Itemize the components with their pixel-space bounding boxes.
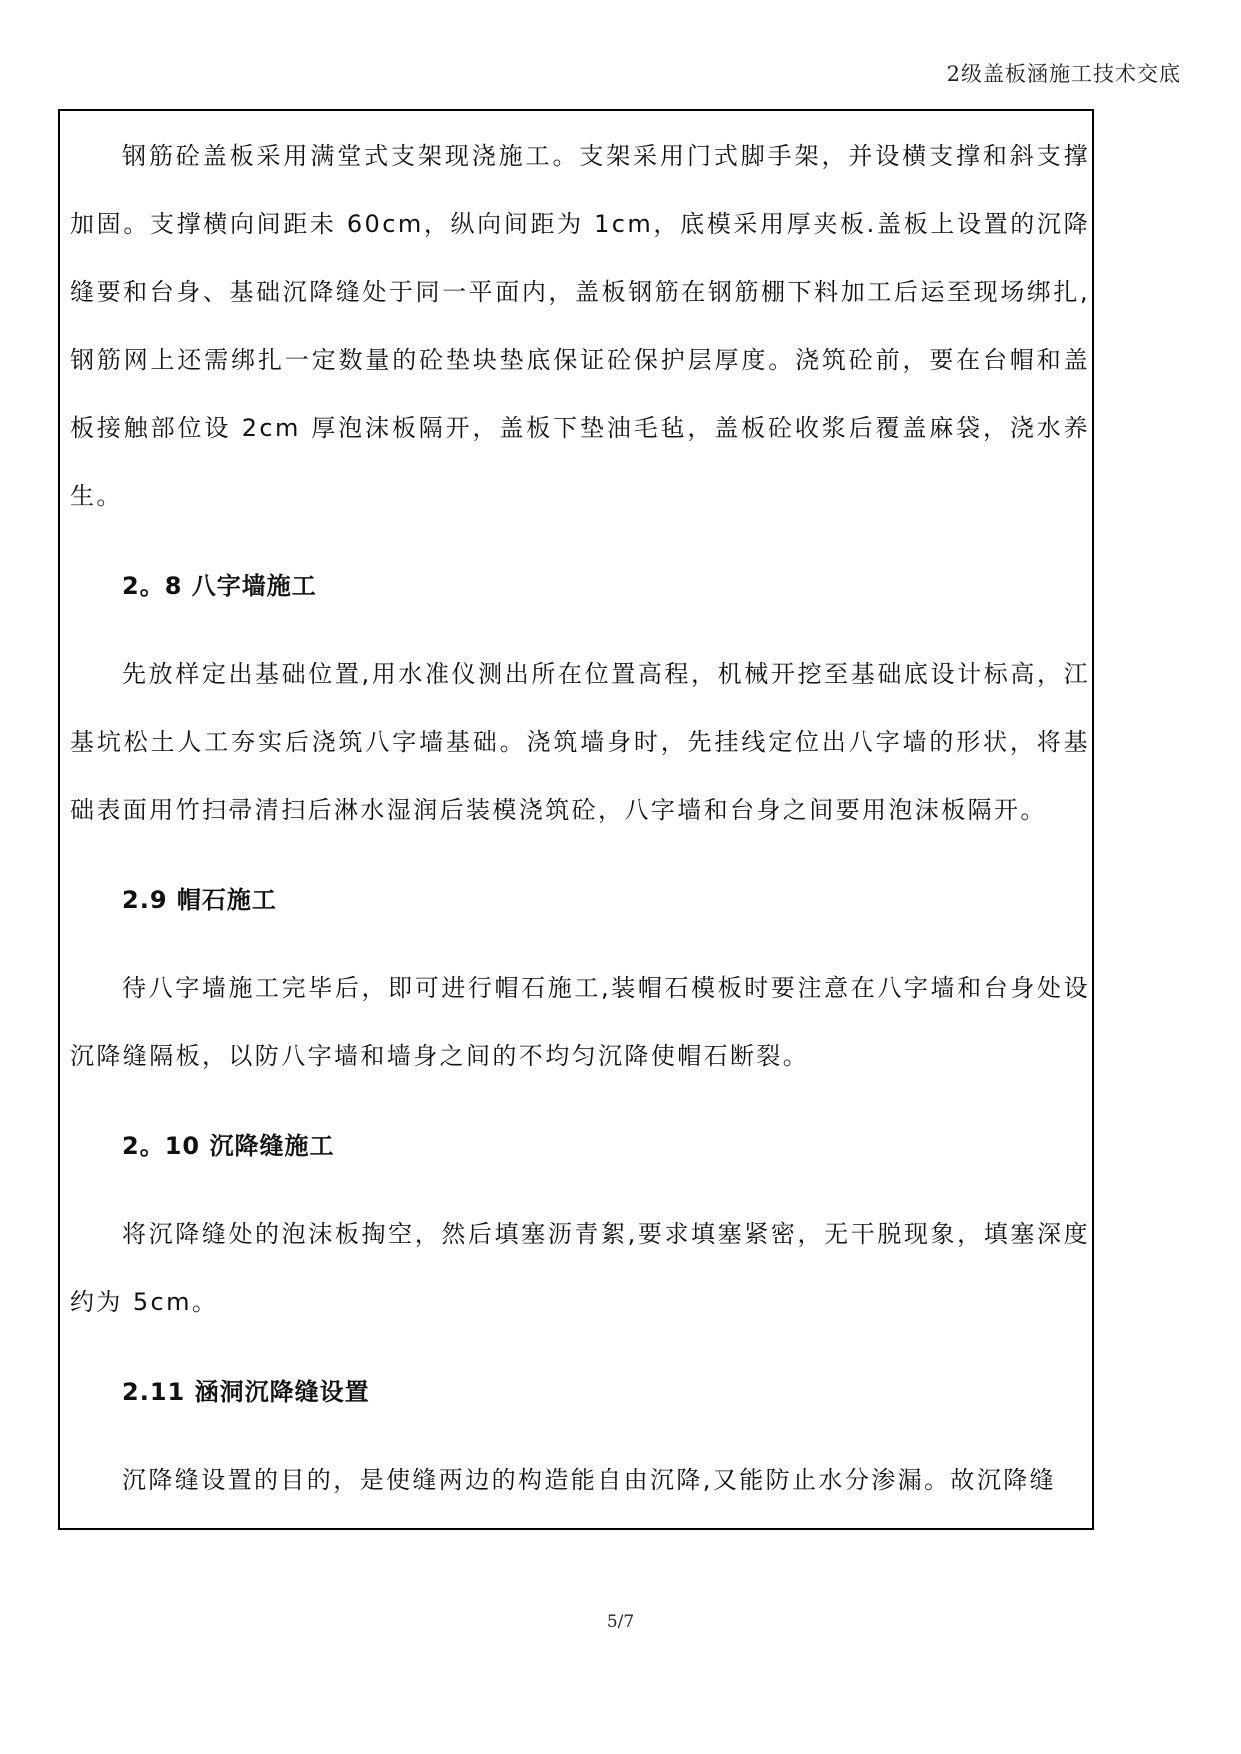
heading-2-9: 2.9 帽石施工: [122, 886, 277, 914]
paragraph-2-8: 先放样定出基础位置,用水准仪测出所在位置高程，机械开挖至基础底设计标高，江基坑松土人工夯实后浇筑八字墙基础。浇筑墙身时，先挂线定位出八字墙的形状，将基础表面用竹扫帚清扫后淋水湿润后装模浇筑砼，八字墙和台身之间要用泡沫板隔开。: [70, 660, 1090, 824]
heading-2-10: 2。10 沉降缝施工: [122, 1132, 335, 1160]
paragraph-2-11: 沉降缝设置的目的，是使缝两边的构造能自由沉降,又能防止水分渗漏。故沉降缝: [122, 1466, 1057, 1494]
document-header-title: 2级盖板涵施工技术交底: [946, 62, 1181, 86]
paragraph-superstructure: 钢筋砼盖板采用满堂式支架现浇施工。支架采用门式脚手架，并设横支撑和斜支撑加固。支撑横向间距未 60cm，纵向间距为 1cm，底模采用厚夹板.盖板上设置的沉降缝要和台身、基础沉降缝处于同一平面内，盖板钢筋在钢筋棚下料加工后运至现场绑扎,钢筋网上还需绑扎一定数量的砼垫块垫底保证砼保护层厚度。浇筑砼前，要在台帽和盖板接触部位设 2cm 厚泡沫板隔开，盖板下垫油毛毡，盖板砼收浆后覆盖麻袋，浇水养生。: [70, 142, 1090, 510]
paragraph-2-9: 待八字墙施工完毕后，即可进行帽石施工,装帽石模板时要注意在八字墙和台身处设沉降缝隔板，以防八字墙和墙身之间的不均匀沉降使帽石断裂。: [70, 974, 1090, 1070]
paragraph-2-10: 将沉降缝处的泡沫板掏空，然后填塞沥青絮,要求填塞紧密，无干脱现象，填塞深度约为 5cm。: [70, 1220, 1090, 1316]
heading-2-8: 2。8 八字墙施工: [122, 572, 317, 600]
heading-2-11: 2.11 涵洞沉降缝设置: [122, 1378, 370, 1406]
page-number: 5/7: [606, 1612, 635, 1632]
document-body: [70, 122, 1090, 1514]
